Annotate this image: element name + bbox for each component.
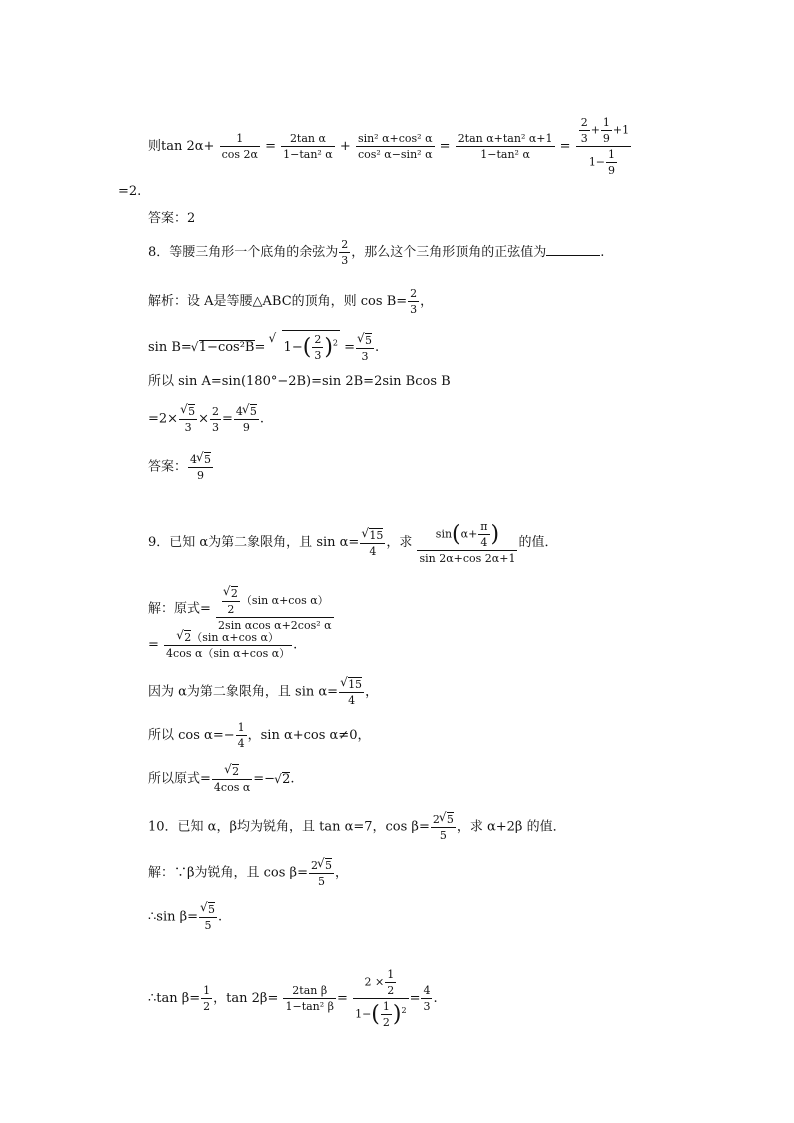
q7-frac4: $\frac{\text{2tan α+tan² α+1}}{\text{1−tan² α}}$	[457, 132, 553, 161]
q7-frac1: $\frac{1}{\cos 2\alpha}$	[221, 132, 258, 161]
q7-lead: 则tan 2α+	[148, 139, 215, 154]
q8-stem: 8．等腰三角形一个底角的余弦为 $\frac{2}{3}$ ，那么这个三角形顶角的正弦值为 .	[148, 238, 605, 267]
q9-solution-line3: 因为 α为第二象限角，且 sin α= √ $\frac{15}{4}$ ，	[148, 677, 378, 707]
q9-main-fraction: sin(α+ $\frac{\pi}{4}$ ) sin 2α+cos 2α+1	[419, 520, 516, 565]
answer-blank	[546, 243, 600, 256]
q9-solution-line2: = √ $\frac{\text{2（sin α+cos α）}}{\text{4cos α（sin α+cos α）}}$ .	[148, 630, 297, 660]
q8-solution-line3: 所以 sin A=sin(180°−2B)=sin 2B=2sin Bcos B	[148, 374, 451, 389]
q10-solution-line1: 解：∵β为锐角，且 cos β= $\frac{2√ 5}{5}$ ，	[148, 858, 348, 888]
q9-stem: 9．已知 α为第二象限角，且 sin α= √ $\frac{15}{4}$ ，求 sin(α+ $\frac{\pi}{4}$ ) sin 2α+cos 2α+1 的值．	[148, 520, 557, 565]
q9-solution-line1: 解：原式= √ $\frac{2}{2}$ （sin α+cos α） 2sin αcos α+2cos² α	[148, 586, 335, 632]
q10-tan2beta-fraction: 2 × $\frac{1}{2}$ 1−( $\frac{1}{2}$ )$^2$	[355, 968, 407, 1029]
q8-solution-line4: =2× √ $\frac{5}{3}$ × $\frac{2}{3}$ = $\frac{4√ 5}{9}$ .	[148, 404, 264, 434]
q8-solution-line1: 解析：设 A是等腰△ABC的顶角，则 cos B= $\frac{2}{3}$ ，	[148, 287, 434, 316]
q7-frac5: $\frac{2}{3}$ + $\frac{1}{9}$ +1 1− $\frac{1}{9}$	[576, 116, 631, 177]
q9-solution-line5: 所以原式= √ $\frac{2}{\text{4cos α}}$ =−√ 2.	[148, 764, 294, 794]
q7-frac2: $\frac{\text{2tan α}}{\text{1−tan² α}}$	[283, 132, 333, 161]
q7-frac3: $\frac{\text{sin² α+cos² α}}{\text{cos² α−sin² α}}$	[357, 132, 433, 161]
q7-equation: 则tan 2α+ $\frac{1}{\cos 2\alpha}$ = $\frac{\text{2tan α}}{\text{1−tan² α}}$ + $\frac{\text{sin² α+cos² α}}{\text{cos² α−sin² α}}$ = $\frac{\text{2tan α+tan² α+1}}{\text{1−tan² α}}$ = $\frac{2}{3}$ + $\frac{1}{9}$ +1 1− $\frac{1}{9}$	[148, 116, 630, 177]
q10-stem: 10．已知 α，β均为锐角，且 tan α=7，cos β= $\frac{2√ 5}{5}$ ，求 α+2β 的值．	[148, 812, 566, 842]
q7-result: =2.	[118, 184, 142, 199]
q9-solution-line4: 所以 cos α=− $\frac{1}{4}$ ，sin α+cos α≠0，	[148, 721, 371, 750]
q10-solution-line2: ∴sin β= √ $\frac{5}{5}$ .	[148, 902, 222, 932]
q8-answer: 答案： $\frac{4√ 5}{9}$	[148, 452, 214, 482]
q7-answer: 答案：2	[148, 211, 196, 226]
q10-solution-line3: ∴tan β= $\frac{1}{2}$ ，tan 2β= $\frac{\text{2tan β}}{\text{1−tan² β}}$ = 2 × $\frac{1}{2}$ 1−( $\frac{1}{2}$ )$^2$ = $\frac{4}{3}$ .	[148, 968, 438, 1029]
q8-solution-line2: sin B=√ 1−cos²B= √ 1−( $\frac{2}{3}$ )$^2$ = √ $\frac{5}{3}$ .	[148, 330, 379, 363]
